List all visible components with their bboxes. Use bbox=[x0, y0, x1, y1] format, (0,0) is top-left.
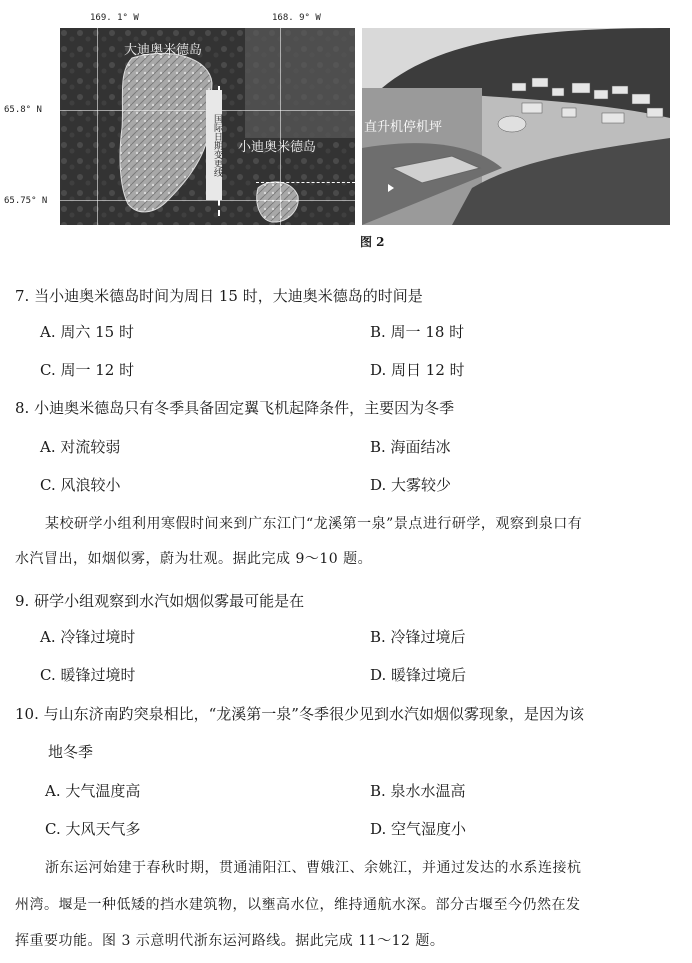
question-7-option-c: C. 周一 12 时 bbox=[40, 361, 135, 379]
passage-2-line-2: 州湾。堰是一种低矮的挡水建筑物，以壅高水位，维持通航水深。部分古堰至今仍然在发 bbox=[15, 897, 581, 913]
question-7-stem: 7. 当小迪奥米德岛时间为周日 15 时，大迪奥米德岛的时间是 bbox=[15, 287, 423, 305]
question-9-option-c: C. 暖锋过境时 bbox=[40, 666, 136, 684]
heliport-photo bbox=[362, 28, 670, 225]
longitude-gridline-right bbox=[280, 28, 281, 225]
question-8-option-c: C. 风浪较小 bbox=[40, 476, 121, 494]
question-9-option-d: D. 暖锋过境后 bbox=[370, 666, 467, 684]
latitude-label-bottom: 65.75° N bbox=[4, 196, 48, 206]
question-9-stem: 9. 研学小组观察到水汽如烟似雾最可能是在 bbox=[15, 592, 305, 610]
passage-2-line-3: 挥重要功能。图 3 示意明代浙东运河路线。据此完成 11～12 题。 bbox=[15, 933, 445, 949]
passage-2-line-1: 浙东运河始建于春秋时期，贯通浦阳江、曹娥江、余姚江，并通过发达的水系连接杭 bbox=[45, 860, 582, 876]
heliport-label: 直升机停机坪 bbox=[364, 120, 443, 135]
latitude-gridline-bottom bbox=[60, 200, 355, 201]
question-8-option-d: D. 大雾较少 bbox=[370, 476, 452, 494]
question-8-stem: 8. 小迪奥米德岛只有冬季具备固定翼飞机起降条件，主要因为冬季 bbox=[15, 399, 455, 417]
satellite-image bbox=[60, 28, 355, 225]
question-9-option-b: B. 冷锋过境后 bbox=[370, 628, 466, 646]
question-8-option-b: B. 海面结冰 bbox=[370, 438, 451, 456]
question-10-stem: 10. 与山东济南趵突泉相比，“龙溪第一泉”冬季很少见到水汽如烟似雾现象，是因为该 bbox=[15, 705, 584, 723]
question-10-option-b: B. 泉水水温高 bbox=[370, 782, 466, 800]
question-7-option-d: D. 周日 12 时 bbox=[370, 361, 465, 379]
question-10-stem-continued: 地冬季 bbox=[48, 743, 94, 761]
small-island-label: 小迪奥米德岛 bbox=[238, 140, 317, 155]
longitude-label-left: 169. 1° W bbox=[90, 13, 139, 23]
passage-1-line-2: 水汽冒出，如烟似雾，蔚为壮观。据此完成 9～10 题。 bbox=[15, 551, 373, 567]
heliport-arrowhead bbox=[388, 184, 394, 192]
question-10-option-c: C. 大风天气多 bbox=[45, 820, 141, 838]
question-10-option-d: D. 空气湿度小 bbox=[370, 820, 467, 838]
latitude-label-top: 65.8° N bbox=[4, 105, 42, 115]
question-9-option-a: A. 冷锋过境时 bbox=[40, 628, 136, 646]
question-7-option-b: B. 周一 18 时 bbox=[370, 323, 465, 341]
heliport-pointer-line bbox=[256, 182, 355, 183]
question-7-option-a: A. 周六 15 时 bbox=[40, 323, 134, 341]
big-island-label: 大迪奥米德岛 bbox=[124, 43, 203, 58]
longitude-label-right: 168. 9° W bbox=[272, 13, 321, 23]
question-10-option-a: A. 大气温度高 bbox=[45, 782, 141, 800]
figure-2 bbox=[4, 13, 670, 225]
passage-1-line-1: 某校研学小组利用寒假时间来到广东江门“龙溪第一泉”景点进行研学，观察到泉口有 bbox=[45, 516, 583, 532]
question-8-option-a: A. 对流较弱 bbox=[40, 438, 121, 456]
longitude-gridline-left bbox=[97, 28, 98, 225]
date-line-label: 国际日期变更线 bbox=[206, 90, 222, 200]
figure-caption: 图 2 bbox=[360, 235, 385, 249]
